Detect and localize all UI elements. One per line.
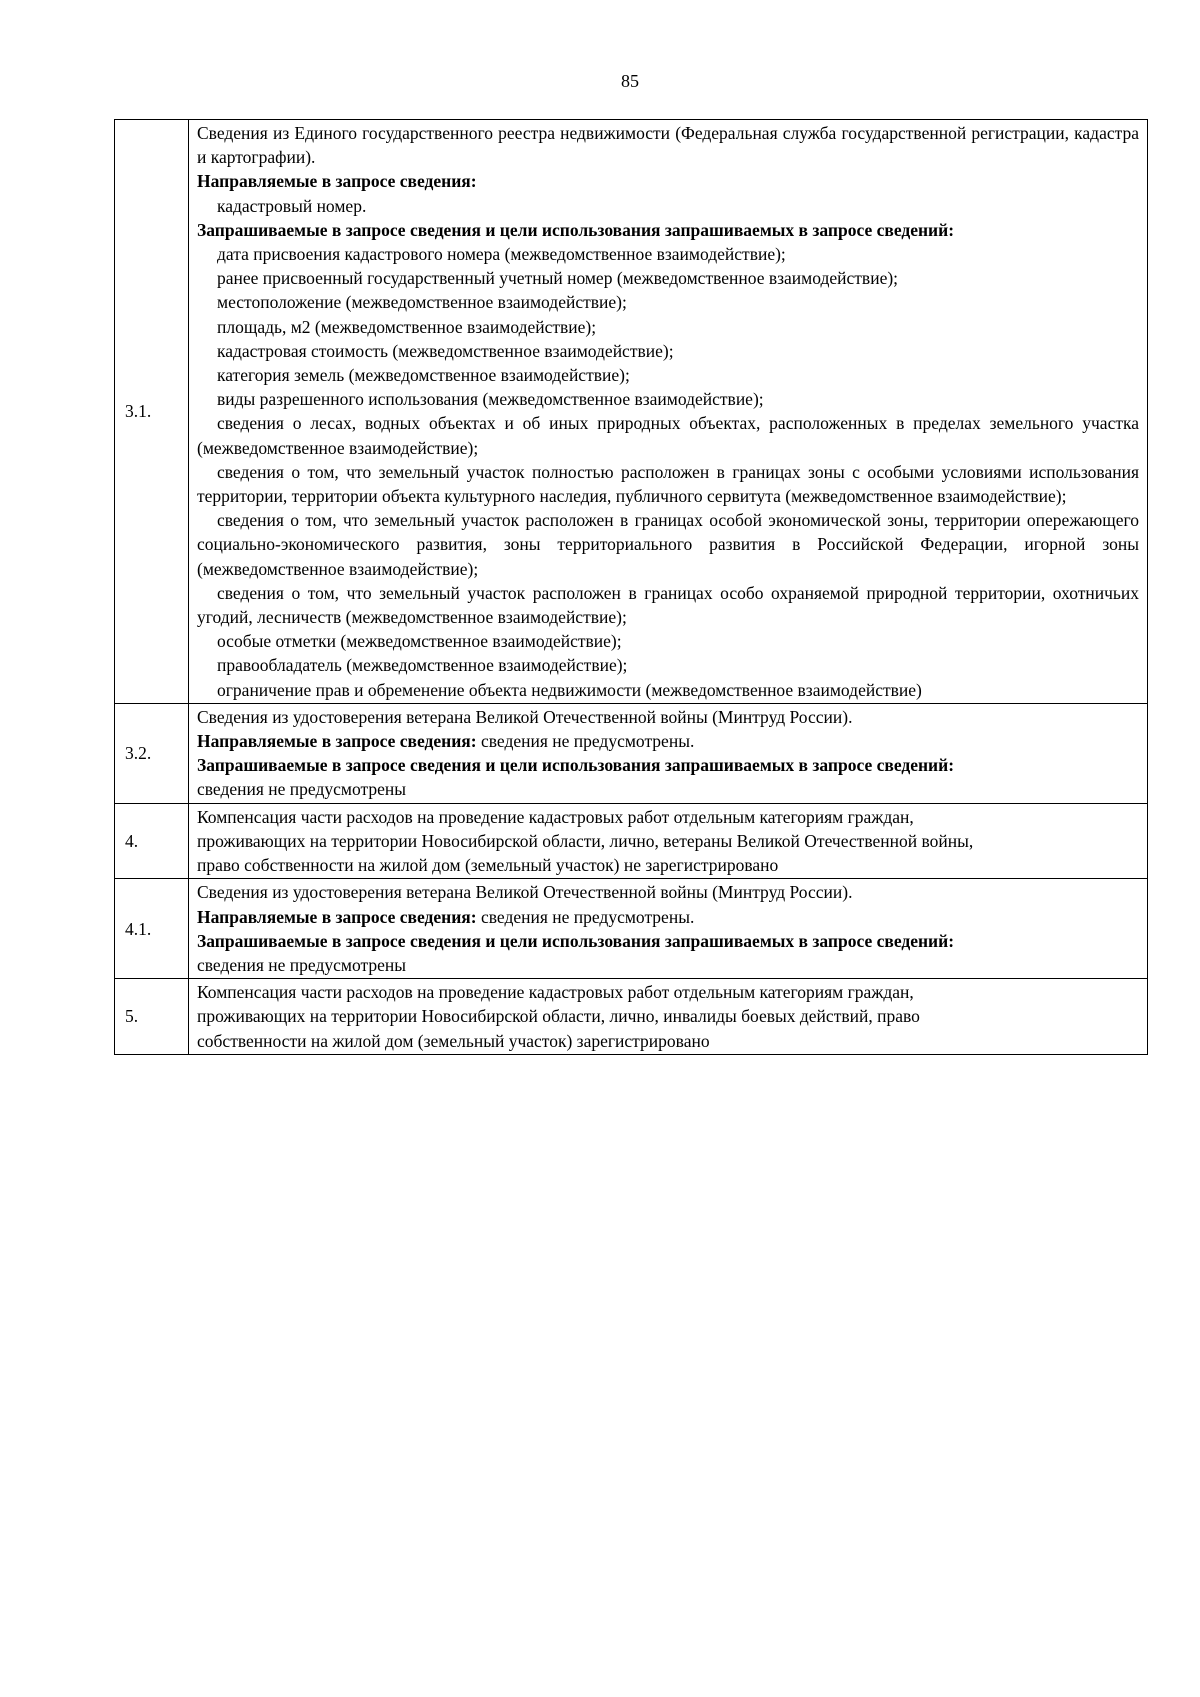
- row-intro: Сведения из Единого государственного реестра недвижимости (Федеральная служба государственной регистрации, кадастра и картографии).: [197, 123, 1139, 168]
- sent-value: сведения не предусмотрены.: [476, 906, 695, 927]
- row-text-line: собственности на жилой дом (земельный участок) зарегистрировано: [197, 1030, 710, 1051]
- requested-item: категория земель (межведомственное взаимодействие);: [217, 365, 630, 386]
- requested-heading: Запрашиваемые в запросе сведения и цели использования запрашиваемых в запросе сведений:: [197, 755, 955, 776]
- requested-value: сведения не предусмотрены: [197, 779, 406, 800]
- requested-heading: Запрашиваемые в запросе сведения и цели использования запрашиваемых в запросе сведений:: [197, 930, 955, 951]
- row-text-line: право собственности на жилой дом (земельный участок) не зарегистрировано: [197, 855, 779, 876]
- requested-item: ограничение прав и обременение объекта недвижимости (межведомственное взаимодействие): [217, 679, 922, 700]
- requested-item: виды разрешенного использования (межведомственное взаимодействие);: [217, 389, 764, 410]
- requested-item: площадь, м2 (межведомственное взаимодействие);: [217, 316, 597, 337]
- row-content: [189, 803, 1148, 879]
- page-number: 85: [621, 71, 639, 91]
- sent-line: [197, 905, 1139, 929]
- sent-heading: Направляемые в запросе сведения:: [197, 171, 477, 192]
- requested-item: дата присвоения кадастрового номера (межведомственное взаимодействие);: [217, 244, 786, 265]
- row-content: [189, 979, 1148, 1055]
- requested-item: сведения о том, что земельный участок полностью расположен в границах зоны с особыми условиями использования территории, территории объекта культурного наследия, публичного сервитута (межведомственное взаимодействие);: [197, 461, 1139, 507]
- sent-item: кадастровый номер.: [217, 195, 367, 216]
- sent-value: сведения не предусмотрены.: [476, 731, 695, 752]
- table-row: [115, 979, 1148, 1055]
- requested-item: особые отметки (межведомственное взаимодействие);: [217, 631, 622, 652]
- row-intro: Сведения из удостоверения ветерана Великой Отечественной войны (Минтруд России).: [197, 706, 853, 727]
- requested-heading: Запрашиваемые в запросе сведения и цели использования запрашиваемых в запросе сведений:: [197, 219, 955, 240]
- row-number: 3.2.: [115, 703, 189, 803]
- sent-heading: Направляемые в запросе сведения:: [197, 906, 477, 927]
- row-number: 4.1.: [115, 879, 189, 979]
- requested-item: сведения о том, что земельный участок расположен в границах особой экономической зоны, территории опережающего социально-экономического развития, зоны территориального развития в Российской Федерации, игорной зоны (межведомственное взаимодействие);: [197, 510, 1139, 579]
- requested-item: местоположение (межведомственное взаимодействие);: [217, 292, 627, 313]
- row-number: 4.: [115, 803, 189, 879]
- row-text-line: Компенсация части расходов на проведение кадастровых работ отдельным категориям граждан,: [197, 982, 914, 1003]
- row-number: 5.: [115, 979, 189, 1055]
- row-content: [189, 120, 1148, 704]
- sent-line: [197, 729, 1139, 753]
- table-row: [115, 120, 1148, 704]
- row-intro: Сведения из удостоверения ветерана Великой Отечественной войны (Минтруд России).: [197, 882, 853, 903]
- row-number: 3.1.: [115, 120, 189, 704]
- row-text-line: проживающих на территории Новосибирской области, лично, инвалиды боевых действий, право: [197, 1006, 920, 1027]
- row-content: [189, 703, 1148, 803]
- table-row: [115, 703, 1148, 803]
- requested-item: сведения о лесах, водных объектах и об иных природных объектах, расположенных в пределах земельного участка (межведомственное взаимодействие);: [197, 413, 1139, 458]
- table-row: [115, 879, 1148, 979]
- row-text-line: проживающих на территории Новосибирской области, лично, ветераны Великой Отечественной войны,: [197, 830, 974, 851]
- requested-item: кадастровая стоимость (межведомственное взаимодействие);: [217, 340, 674, 361]
- requested-value: сведения не предусмотрены: [197, 954, 406, 975]
- requested-item: ранее присвоенный государственный учетный номер (межведомственное взаимодействие);: [217, 268, 899, 289]
- row-content: [189, 879, 1148, 979]
- requirements-table: [114, 119, 1148, 1055]
- requested-item: правообладатель (межведомственное взаимодействие);: [217, 655, 628, 676]
- table-row: [115, 803, 1148, 879]
- sent-heading: Направляемые в запросе сведения:: [197, 731, 477, 752]
- row-text-line: Компенсация части расходов на проведение кадастровых работ отдельным категориям граждан,: [197, 806, 914, 827]
- requested-item: сведения о том, что земельный участок расположен в границах особо охраняемой природной территории, охотничьих угодий, лесничеств (межведомственное взаимодействие);: [197, 582, 1139, 628]
